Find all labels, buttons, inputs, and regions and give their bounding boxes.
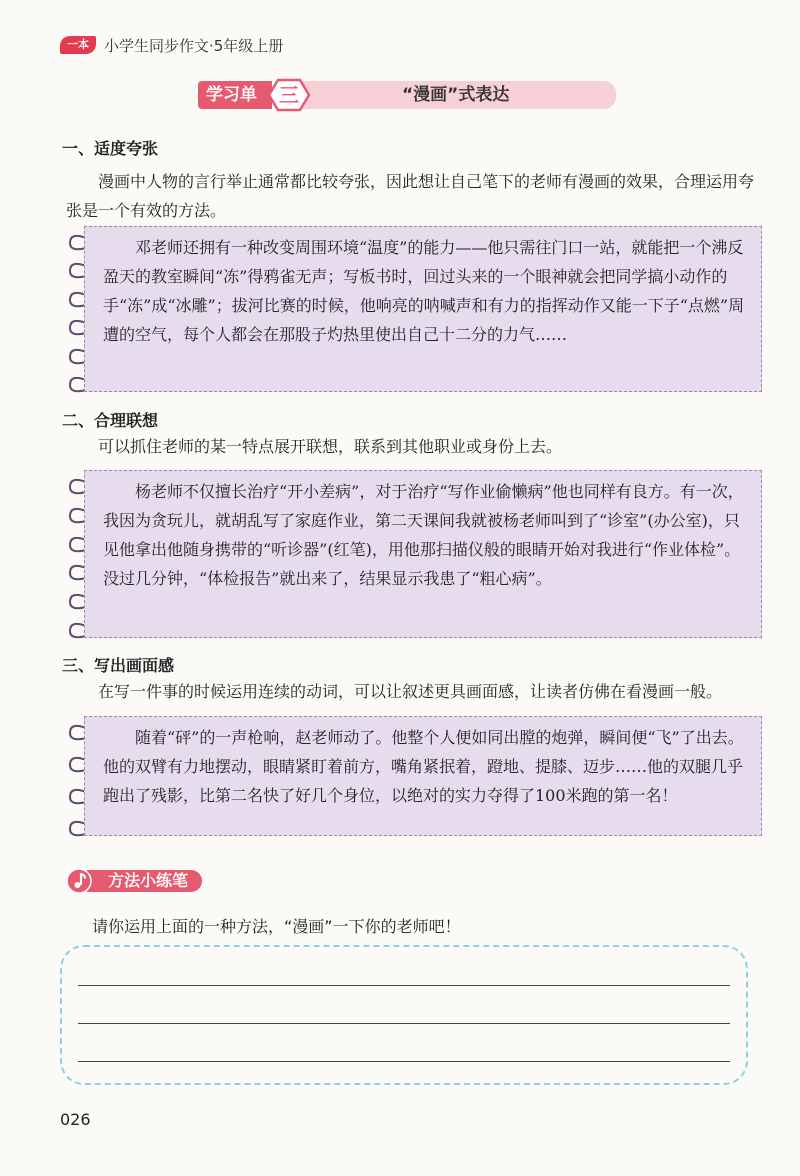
example-text-3: 随着“砰”的一声枪响，赵老师动了。他整个人便如同出膛的炮弹，瞬间便“飞”了出去。他的双臂有力地摆动，眼睛紧盯着前方，嘴角紧抿着，蹬地、提膝、迈步……他的双腿几乎跑出了残影，比第二名快了好几个身位，以绝对的实力夺得了100米跑的第一名！: [103, 728, 744, 805]
section-intro-2: 可以抓住老师的某一特点展开联想，联系到其他职业或身份上去。: [98, 437, 563, 456]
section-heading-3: 三、写出画面感: [62, 656, 175, 675]
book-series-title: 小学生同步作文·5年级上册: [104, 36, 284, 55]
banner-number: 三: [279, 83, 299, 107]
section-heading-1: 一、适度夸张: [62, 139, 159, 158]
example-excerpt-2: [84, 470, 762, 638]
page-number: 026: [60, 1110, 91, 1129]
page-header: [60, 34, 283, 56]
music-note-key-icon: [66, 868, 92, 894]
banner-number-badge: [268, 78, 310, 112]
section-heading-2: 二、合理联想: [62, 411, 159, 430]
banner-title: “漫画”式表达: [402, 85, 510, 105]
method-practice-tag: [66, 868, 202, 894]
section-intro-3: 在写一件事的时候运用连续的动词，可以让叙述更具画面感，让读者仿佛在看漫画一般。: [98, 682, 723, 701]
writing-line-3[interactable]: [78, 1061, 730, 1062]
brand-logo: 一本: [60, 36, 96, 54]
method-practice-label: 方法小练笔: [78, 870, 202, 892]
writing-line-1[interactable]: [78, 985, 730, 986]
practice-prompt: 请你运用上面的一种方法，“漫画”一下你的老师吧！: [92, 917, 461, 936]
example-excerpt-3: [84, 716, 762, 836]
banner-label: 学习单: [198, 81, 272, 109]
example-excerpt-1: [84, 226, 762, 392]
writing-area[interactable]: [60, 945, 748, 1085]
example-text-2: 杨老师不仅擅长治疗“开小差病”，对于治疗“写作业偷懒病”他也同样有良方。有一次，我因为贪玩儿，就胡乱写了家庭作业，第二天课间我就被杨老师叫到了“诊室”(办公室)，只见他拿出他随身携带的“听诊器”(红笔)，用他那扫描仪般的眼睛开始对我进行“作业体检”。没过几分钟，“体检报告”就出来了，结果显示我患了“粗心病”。: [103, 482, 744, 588]
section-intro-1: 漫画中人物的言行举止通常都比较夸张，因此想让自己笔下的老师有漫画的效果，合理运用夸张是一个有效的方法。: [66, 172, 755, 220]
writing-line-2[interactable]: [78, 1023, 730, 1024]
example-text-1: 邓老师还拥有一种改变周围环境“温度”的能力——他只需往门口一站，就能把一个沸反盈天的教室瞬间“冻”得鸦雀无声；写板书时，回过头来的一个眼神就会把同学搞小动作的手“冻”成“冰雕”；拔河比赛的时候，他响亮的呐喊声和有力的指挥动作又能一下子“点燃”周遭的空气，每个人都会在那股子灼热里使出自己十二分的力气……: [103, 238, 745, 344]
worksheet-banner: [198, 77, 616, 113]
